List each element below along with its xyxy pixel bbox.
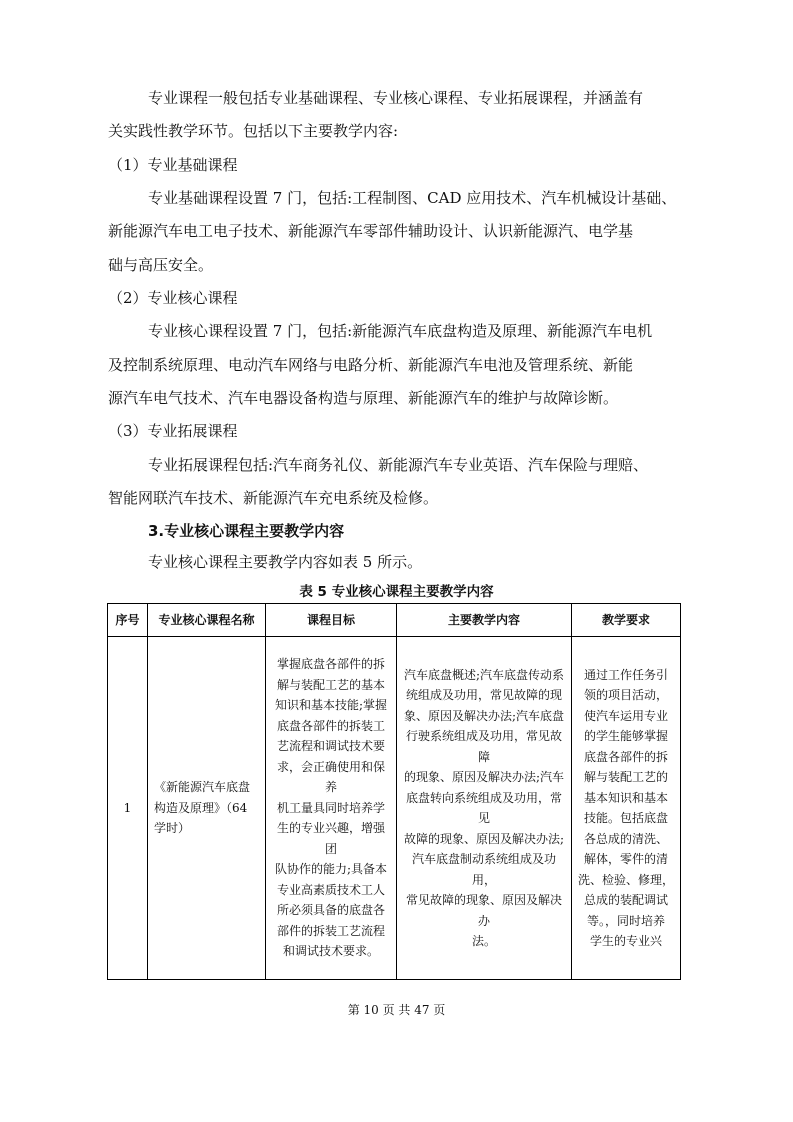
cell-text-line: 通过工作任务引 xyxy=(583,667,668,682)
cell-main-content xyxy=(397,637,572,980)
section-2-line-2: 及控制系统原理、电动汽车网络与电路分析、新能源汽车电池及管理系统、新能 xyxy=(108,356,634,374)
cell-text-line: 和调试技术要求。 xyxy=(282,944,379,959)
cell-text-line: 汽车底盘概述;汽车底盘传动系 xyxy=(403,667,565,682)
cell-text-line: 象、原因及解决办法;汽车底盘 xyxy=(403,708,565,723)
cell-course-goal xyxy=(266,637,397,980)
page-footer: 第 10 页 共 47 页 xyxy=(347,1003,446,1017)
intro-line-2: 关实践性教学环节。包括以下主要教学内容: xyxy=(108,122,399,140)
cell-text-line: 队协作的能力;具备本 xyxy=(274,862,388,877)
cell-text-line: 技能。包括底盘 xyxy=(583,811,668,825)
cell-text-line: 汽车底盘制动系统组成及功用， xyxy=(411,852,556,887)
cell-text-line: 统组成及功用，常见故障的现 xyxy=(405,688,562,702)
header-no: 序号 xyxy=(108,604,148,637)
cell-text-line: 掌握底盘各部件的拆 xyxy=(276,657,385,672)
cell-text-line: 解与装配工艺的基本 xyxy=(276,677,385,692)
section-1-line-3: 础与高压安全。 xyxy=(108,256,214,274)
cell-text-line: 艺流程和调试技术要 xyxy=(276,739,385,754)
cell-text-line: 等。，同时培养 xyxy=(586,913,665,928)
cell-text-line: 使汽车运用专业 xyxy=(583,708,668,723)
core-course-table xyxy=(107,603,681,980)
section-1-title: （1）专业基础课程 xyxy=(108,156,238,174)
heading-3: 3.专业核心课程主要教学内容 xyxy=(148,522,345,540)
cell-text-line: 《新能源汽车底盘 xyxy=(154,780,251,795)
header-main-content: 主要教学内容 xyxy=(397,604,572,637)
cell-text-line: 机工量具同时培养学 xyxy=(276,800,385,815)
section-2-line-1: 专业核心课程设置 7 门，包括:新能源汽车底盘构造及原理、新能源汽车电机 xyxy=(148,322,653,340)
cell-text-line: 法。 xyxy=(471,934,496,948)
section-3-line-2: 智能网联汽车技术、新能源汽车充电系统及检修。 xyxy=(108,489,439,507)
cell-text-line: 的现象、原因及解决办法;汽车 xyxy=(403,770,565,784)
cell-text-line: 各总成的清洗、 xyxy=(583,831,668,846)
table-caption: 表 5 专业核心课程主要教学内容 xyxy=(299,584,494,600)
cell-text-line: 学生的专业兴 xyxy=(589,934,662,948)
section-1-line-2: 新能源汽车电工电子技术、新能源汽车零部件辅助设计、认识新能源汽、电学基 xyxy=(108,222,634,240)
cell-text-line: 常见故障的现象、原因及解决办 xyxy=(405,893,562,928)
table-row xyxy=(108,637,681,980)
cell-requirements xyxy=(572,637,681,980)
section-3-line-1: 专业拓展课程包括:汽车商务礼仪、新能源汽车专业英语、汽车保险与理赔、 xyxy=(148,456,649,474)
cell-text-line: 洗、检验、修理， xyxy=(578,872,675,887)
section-1-line-1: 专业基础课程设置 7 门，包括:工程制图、CAD 应用技术、汽车机械设计基础、 xyxy=(148,189,677,207)
cell-text-line: 部件的拆装工艺流程 xyxy=(276,923,385,938)
cell-text-line: 学时） xyxy=(154,821,191,836)
cell-text-line: 底盘各部件的拆装工 xyxy=(276,718,385,733)
cell-text-line: 生的专业兴趣，增强团 xyxy=(276,821,385,856)
cell-text-line: 故障的现象、原因及解决办法; xyxy=(403,831,565,846)
section-2-title: （2）专业核心课程 xyxy=(108,289,238,307)
header-course-goal: 课程目标 xyxy=(266,604,397,637)
cell-text-line: 解与装配工艺的 xyxy=(583,770,668,784)
table-intro: 专业核心课程主要教学内容如表 5 所示。 xyxy=(148,553,423,571)
cell-text-line: 专业高素质技术工人 xyxy=(276,882,385,897)
cell-text-line: 解体，零件的清 xyxy=(583,852,668,866)
cell-text-line: 底盘各部件的拆 xyxy=(583,749,668,764)
cell-text-line: 基本知识和基本 xyxy=(583,790,668,805)
cell-course-name xyxy=(148,637,266,980)
cell-no: 1 xyxy=(108,637,148,980)
cell-text-line: 领的项目活动， xyxy=(583,688,668,702)
section-3-title: （3）专业拓展课程 xyxy=(108,422,238,440)
cell-text-line: 构造及原理》（64 xyxy=(154,800,248,815)
cell-text-line: 总成的装配调试 xyxy=(583,893,668,907)
cell-text-line: 行驶系统组成及功用，常见故障 xyxy=(405,729,562,764)
header-requirements: 教学要求 xyxy=(572,604,681,637)
cell-text-line: 的学生能够掌握 xyxy=(583,729,668,743)
header-course-name: 专业核心课程名称 xyxy=(148,604,266,637)
cell-text-line: 所必须具备的底盘各 xyxy=(276,903,385,918)
cell-text-line: 知识和基本技能;掌握 xyxy=(274,698,388,713)
section-2-line-3: 源汽车电气技术、汽车电器设备构造与原理、新能源汽车的维护与故障诊断。 xyxy=(108,389,619,407)
intro-line-1: 专业课程一般包括专业基础课程、专业核心课程、专业拓展课程，并涵盖有 xyxy=(148,89,644,107)
table-header-row xyxy=(108,604,681,637)
cell-text-line: 求，会正确使用和保养 xyxy=(276,759,385,795)
cell-text-line: 底盘转向系统组成及功用，常见 xyxy=(405,790,562,825)
